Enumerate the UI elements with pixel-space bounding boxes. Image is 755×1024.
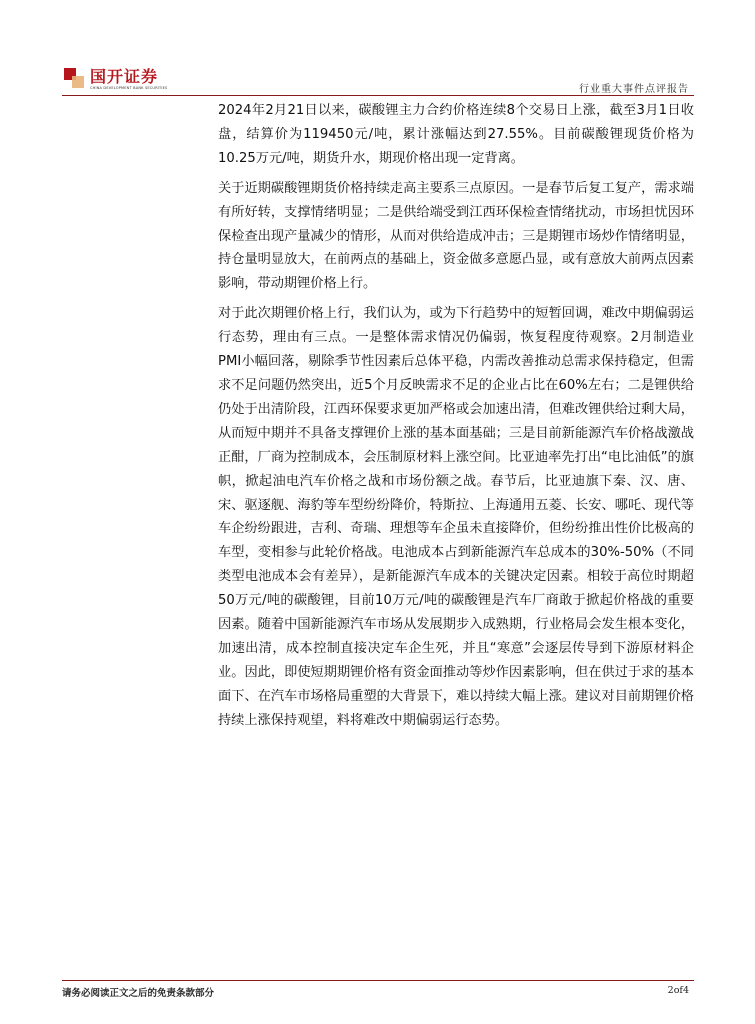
page-number: 2of4	[667, 985, 689, 996]
page-header	[0, 0, 755, 100]
logo-icon	[64, 68, 84, 88]
header-divider	[62, 95, 694, 96]
report-type: 行业重大事件点评报告	[579, 84, 689, 95]
main-content	[218, 99, 694, 739]
logo-subtitle: CHINA DEVELOPMENT BANK SECURITIES	[90, 86, 168, 90]
footer-divider	[62, 980, 694, 981]
paragraph-2: 关于近期碳酸锂期货价格持续走高主要系三点原因。一是春节后复工复产，需求端有所好转，支撑情绪明显；二是供给端受到江西环保检查情绪扰动，市场担忧因环保检查出现产量减少的情形，从而对供给造成冲击；三是期锂市场炒作情绪明显，持仓量明显放大，在前两点的基础上，资金做多意愿凸显，或有意放大前两点因素影响，带动期锂价格上行。	[218, 180, 694, 292]
disclaimer-text: 请务必阅读正文之后的免责条款部分	[62, 988, 215, 999]
company-logo	[64, 68, 167, 91]
logo-name: 国开证券	[90, 67, 159, 86]
paragraph-1: 2024年2月21日以来，碳酸锂主力合约价格连续8个交易日上涨，截至3月1日收盘，结算价为119450元/吨，累计涨幅达到27.55%。目前碳酸锂现货价格为10.25万元/吨，期货升水，期现价格出现一定背离。	[218, 103, 694, 166]
paragraph-3: 对于此次期锂价格上行，我们认为，或为下行趋势中的短暂回调，难改中期偏弱运行态势，理由有三点。一是整体需求情况仍偏弱，恢复程度待观察。2月制造业PMI小幅回落，剔除季节性因素后总体平稳，内需改善推动总需求保持稳定，但需求不足问题仍然突出，近5个月反映需求不足的企业占比在60%左右；二是锂供给仍处于出清阶段，江西环保要求更加严格或会加速出清，但难改锂供给过剩大局，从而短中期并不具备支撑锂价上涨的基本面基础；三是目前新能源汽车价格战激战正酣，厂商为控制成本，会压制原材料上涨空间。比亚迪率先打出“电比油低”的旗帜，掀起油电汽车价格之战和市场份额之战。春节后，比亚迪旗下秦、汉、唐、宋、驱逐舰、海豹等车型纷纷降价，特斯拉、上海通用五菱、长安、哪吒、现代等车企纷纷跟进，吉利、奇瑞、理想等车企虽未直接降价，但纷纷推出性价比极高的车型，变相参与此轮价格战。电池成本占到新能源汽车总成本的30%-50%（不同类型电池成本会有差异），是新能源汽车成本的关键决定因素。相较于高位时期超50万元/吨的碳酸锂，目前10万元/吨的碳酸锂是汽车厂商敢于掀起价格战的重要因素。随着中国新能源汽车市场从发展期步入成熟期，行业格局会发生根本变化，加速出清，成本控制直接决定车企生死，并且“寒意”会逐层传导到下游原材料企业。因此，即使短期期锂价格有资金面推动等炒作因素影响，但在供过于求的基本面下、在汽车市场格局重塑的大背景下，难以持续大幅上涨。建议对目前期锂价格持续上涨保持观望，料将难改中期偏弱运行态势。	[218, 306, 694, 728]
